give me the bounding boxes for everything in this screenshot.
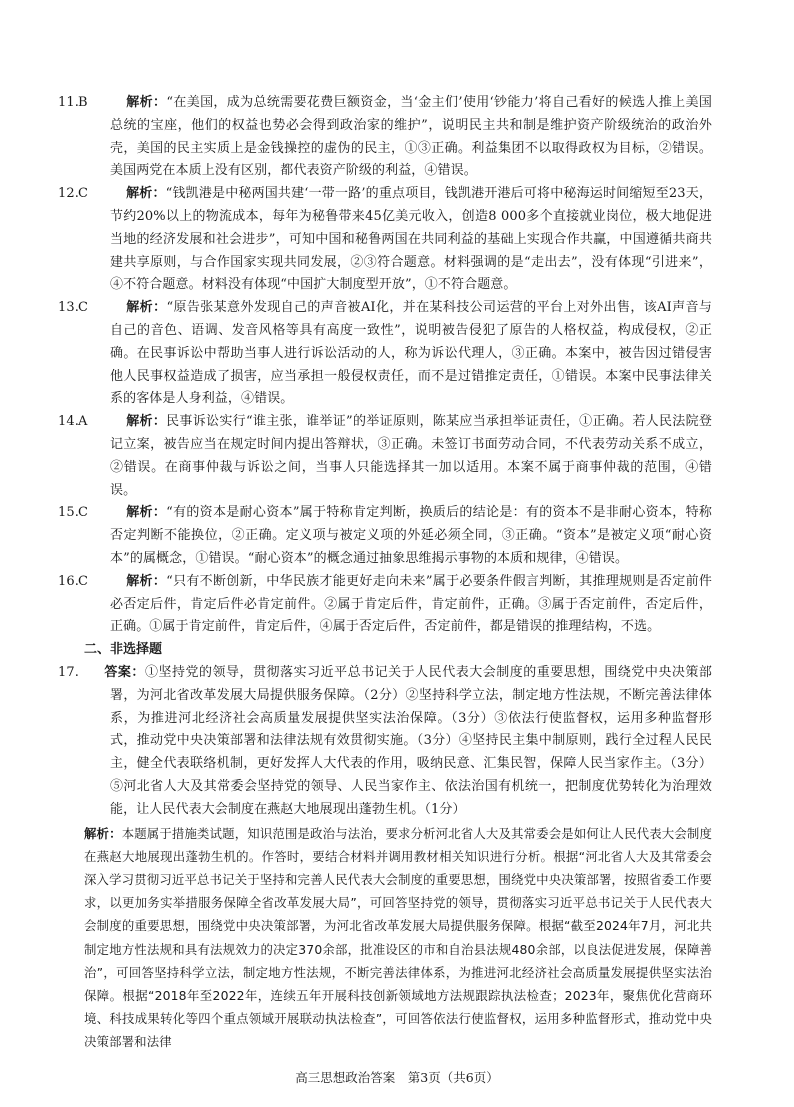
analysis-text: “钱凯港是中秘两国共建‘一带一路’的重点项目，钱凯港开港后可将中秘海运时间缩短至23天，节约20%以上的物流成本，每年为秘鲁带来45亿美元收入，创造8 000多个直接就业岗位，极大地促进当地的经济发展和社会进步”，可知中国和秘鲁两国在共同利益的基础上实现合作共赢，中国遵循共商共建共享原则，与合作国家实现共同发展，②③符合题意。材料强调的是“走出去”，没有体现“引进来”，④不符合题意。材料没有体现“中国扩大制度型开放”，①不符合题意。 <box>110 186 712 293</box>
answer-item <box>58 502 712 570</box>
section-title: 二、非选择题 <box>84 642 163 658</box>
answer-choice: A <box>78 414 88 430</box>
analysis-text: “在美国，成为总统需要花费巨额资金，当‘金主们’使用‘钞能力’将自己看好的候选人推上美国总统的宝座，他们的权益也势必会得到政治家的维护”，说明民主共和制是维护资产阶级统治的政治外壳，美国的民主实质上是金钱操控的虚伪的民主，①③正确。利益集团不以取得政权为目标，②错误。美国两党在本质上没有区别，都代表资产阶级的利益，④错误。 <box>110 95 712 179</box>
analysis-text: 民事诉讼实行“谁主张，谁举证”的举证原则，陈某应当承担举证责任，①正确。若人民法院登记立案，被告应当在规定时间内提出答辩状，③正确。未签订书面劳动合同，不代表劳动关系不成立，②错误。在商事仲裁与诉讼之间，当事人只能选择其一加以适用。本案不属于商事仲裁的范围，④错误。 <box>110 414 712 498</box>
answer-choice: B <box>78 95 88 110</box>
analysis-text: “只有不断创新，中华民族才能更好走向未来”属于必要条件假言判断，其推理规则是否定前件必否定后件，肯定后件必肯定前件。②属于肯定后件，肯定前件，正确。③属于否定前件，否定后件，正确。①属于肯定前件，肯定后件，④属于否定后件，否定前件，都是错误的推理结构，不选。 <box>110 573 712 635</box>
answer-item <box>58 92 712 183</box>
analysis-text: “有的资本是耐心资本”属于特称肯定判断，换质后的结论是：有的资本不是非耐心资本，特称否定判断不能换位，②正确。定义项与被定义项的外延必须全同，③正确。“资本”是被定义项“耐心资本”的属概念，①错误。“耐心资本”的概念通过抽象思维揭示事物的本质和规律，④错误。 <box>110 505 712 566</box>
answer-choice: C <box>78 573 89 589</box>
answer-text: ①坚持党的领导，贯彻落实习近平总书记关于人民代表大会制度的重要思想，围绕党中央决策部署，为河北省改革发展大局提供服务保障。（2分）②坚持科学立法，制定地方性法规，不断完善法律体系，为推进河北经济社会高质量发展提供坚实法治保障。（3分）③依法行使监督权，运用多种监督形式，推动党中央决策部署和法律法规有效贯彻实施。（3分）④坚持民主集中制原则，践行全过程人民民主，健全代表联络机制，更好发挥人大代表的作用，吸纳民意、汇集民智，保障人民当家作主。（3分）⑤河北省人大及其常委会坚持党的领导、人民当家作主、依法治国有机统一，把制度优势转化为治理效能，让人民代表大会制度在燕赵大地展现出蓬勃生机。（1分） <box>110 664 712 817</box>
question-17-analysis <box>84 822 712 1054</box>
analysis-label: 解析： <box>126 505 167 521</box>
question-number: 12. <box>58 186 79 202</box>
analysis-label: 解析： <box>126 95 167 110</box>
answer-page <box>58 92 712 1054</box>
question-number: 14. <box>58 414 79 430</box>
question-17 <box>58 662 712 822</box>
answer-choice: C <box>78 505 89 521</box>
question-number: 13. <box>58 300 79 316</box>
choice-answers <box>58 92 712 639</box>
analysis-text: “原告张某意外发现自己的声音被AI化，并在某科技公司运营的平台上对外出售，该AI声音与自己的音色、语调、发音风格等具有高度一致性”，说明被告侵犯了原告的人格权益，构成侵权，②正确。在民事诉讼中帮助当事人进行诉讼活动的人，称为诉讼代理人，③正确。本案中，被告因过错侵害他人民事权益造成了损害，应当承担一般侵权责任，而不是过错推定责任，①错误。本案中民事法律关系的客体是人身利益，④错误。 <box>110 300 712 407</box>
analysis-text: 本题属于措施类试题，知识范围是政治与法治，要求分析河北省人大及其常委会是如何让人民代表大会制度在燕赵大地展现出蓬勃生机的。作答时，要结合材料并调用教材相关知识进行分析。根据“河北省人大及其常委会深入学习贯彻习近平总书记关于坚持和完善人民代表大会制度的重要思想，围绕党中央决策部署，按照省委工作要求，以更加务实举措服务保障全省改革发展大局”，可回答坚持党的领导，贯彻落实习近平总书记关于人民代表大会制度的重要思想，围绕党中央决策部署，为河北省改革发展大局提供服务保障。根据“截至2024年7月，河北共制定地方性法规和具有法规效力的决定370余部，批准设区的市和自治县法规480余部，以良法促进发展，保障善治”，可回答坚持科学立法，制定地方性法规，不断完善法律体系，为推进河北经济社会高质量发展提供坚实法治保障。根据“2018年至2022年，连续五年开展科技创新领域地方法规跟踪执法检查；2023年，聚焦优化营商环境、科技成果转化等四个重点领域开展联动执法检查”，可回答依法行使监督权，运用多种监督形式，推动党中央决策部署和法律 <box>84 825 712 1050</box>
answer-item <box>58 411 712 502</box>
analysis-label: 解析： <box>126 300 167 316</box>
answer-item <box>58 571 712 639</box>
question-number: 17. <box>58 664 79 680</box>
answer-item <box>58 297 712 411</box>
question-number: 15. <box>58 505 79 521</box>
answer-label: 答案： <box>104 664 145 680</box>
analysis-label: 解析： <box>126 414 167 430</box>
answer-choice: C <box>78 186 89 202</box>
answer-choice: C <box>78 300 89 316</box>
analysis-label: 解析： <box>84 825 122 841</box>
answer-item <box>58 183 712 297</box>
question-number: 16. <box>58 573 79 589</box>
page-footer: 高三思想政治答案 第3页（共6页） <box>295 1070 499 1085</box>
analysis-label: 解析： <box>126 186 166 202</box>
analysis-label: 解析： <box>126 573 167 589</box>
question-number: 11. <box>58 95 79 110</box>
